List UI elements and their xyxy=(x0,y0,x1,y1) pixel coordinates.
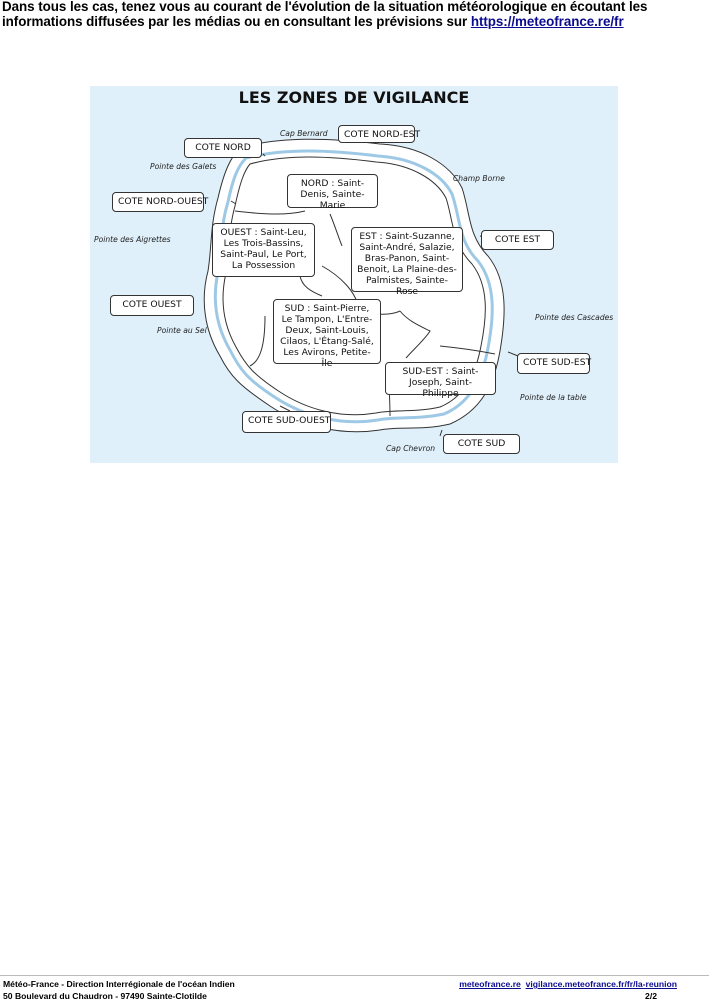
zone-sud-label: SUD : Saint-Pierre, Le Tampon, L'Entre-Deux, Saint-Louis, Cilaos, L'Étang-Salé, Les Avirons, Petite-Île xyxy=(273,299,381,364)
zone-ouest-label: OUEST : Saint-Leu, Les Trois-Bassins, Saint-Paul, Le Port, La Possession xyxy=(212,223,315,277)
cap-bernard-label: Cap Bernard xyxy=(280,129,328,138)
cap-chevron-label: Cap Chevron xyxy=(386,444,436,453)
cote-nord-ouest-label: COTE NORD-OUEST xyxy=(112,192,204,212)
footer-link-vigilance[interactable]: vigilance.meteofrance.fr/fr/la-reunion xyxy=(525,979,677,989)
cote-nord-label: COTE NORD xyxy=(184,138,262,158)
page-footer xyxy=(0,975,709,1001)
footer-address: 50 Boulevard du Chaudron - 97490 Sainte-Clotilde xyxy=(3,990,207,1001)
page-number: 2/2 xyxy=(645,990,657,1001)
pointe-table-label: Pointe de la table xyxy=(520,393,587,402)
intro-paragraph xyxy=(2,0,707,29)
pointe-galets-label: Pointe des Galets xyxy=(150,162,217,171)
meteofrance-link[interactable]: https://meteofrance.re/fr xyxy=(470,13,624,29)
cote-ouest-label: COTE OUEST xyxy=(110,295,194,316)
map-title: LES ZONES DE VIGILANCE xyxy=(238,88,470,107)
pointe-cascades-label: Pointe des Cascades xyxy=(535,313,614,322)
cote-nord-est-label: COTE NORD-EST xyxy=(338,125,415,143)
footer-links-block xyxy=(459,979,677,1002)
vigilance-zones-map xyxy=(90,86,618,463)
footer-address-block xyxy=(3,979,235,1002)
pointe-aigrettes-label: Pointe des Aigrettes xyxy=(94,235,171,244)
zone-est-label: EST : Saint-Suzanne, Saint-André, Salazie, Bras-Panon, Saint-Benoit, La Plaine-des-Palmistes, Sainte-Rose xyxy=(351,227,463,292)
zone-sud-est-label: SUD-EST : Saint-Joseph, Saint-Philippe xyxy=(385,362,496,395)
footer-link-meteofrance[interactable]: meteofrance.re xyxy=(459,979,521,989)
pointe-sel-label: Pointe au Sel xyxy=(157,326,207,335)
zone-nord-label: NORD : Saint-Denis, Sainte-Marie xyxy=(287,174,378,208)
footer-org: Météo-France - Direction Interrégionale de l'océan Indien xyxy=(3,979,235,989)
cote-sud-label: COTE SUD xyxy=(443,434,520,454)
champ-borne-label: Champ Borne xyxy=(453,174,505,183)
cote-sud-ouest-label: COTE SUD-OUEST xyxy=(242,411,331,433)
intro-text: Dans tous les cas, tenez vous au courant de l'évolution de la situation météorologique en écoutant les informations diffusées par les médias ou en consultant les prévisions sur xyxy=(2,0,648,29)
cote-sud-est-label: COTE SUD-EST xyxy=(517,353,590,374)
cote-est-label: COTE EST xyxy=(481,230,554,250)
